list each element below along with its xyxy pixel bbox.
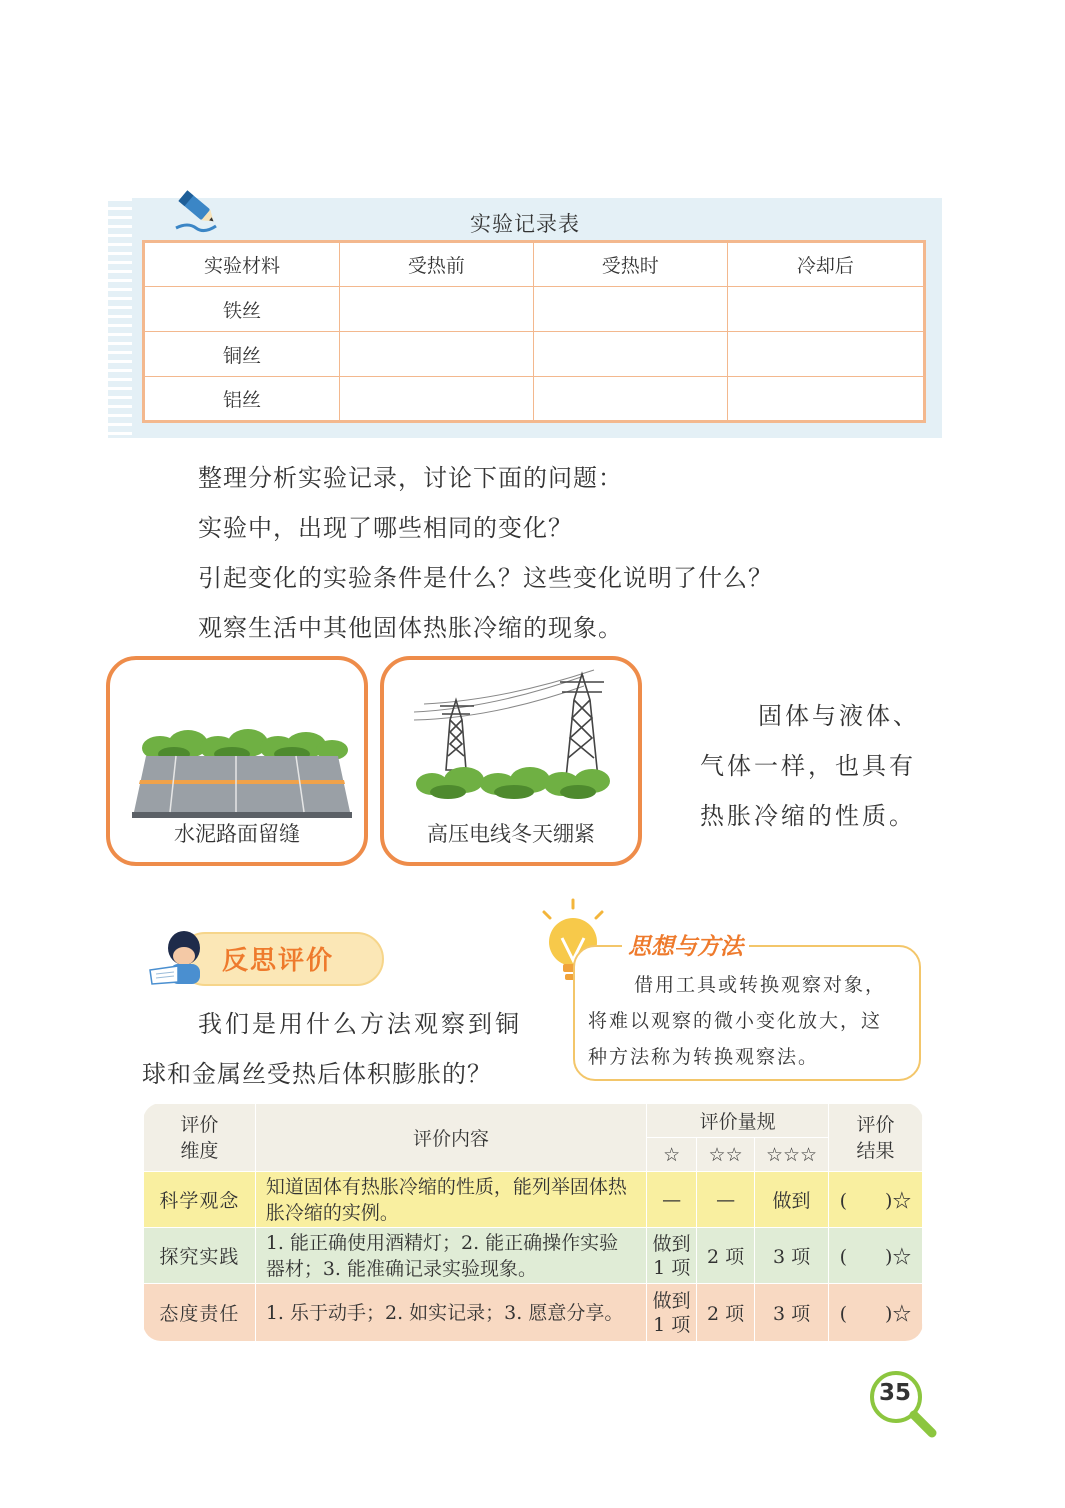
row-content: 1. 能正确使用酒精灯；2. 能正确操作实验器材；3. 能准确记录实验现象。 (255, 1228, 646, 1284)
row-rubric-2: 2 项 (697, 1228, 755, 1284)
reflection-banner (148, 930, 386, 988)
table-row (144, 332, 925, 377)
blank-cell[interactable] (533, 287, 727, 332)
row-dimension: 态度责任 (144, 1284, 256, 1342)
header-rubric: 评价量规 (647, 1104, 829, 1138)
row-rubric-1: 做到1 项 (647, 1284, 697, 1342)
evaluation-table-wrap (143, 1103, 923, 1341)
header-result-line2: 结果 (856, 1139, 895, 1162)
card-caption: 高压电线冬天绷紧 (427, 822, 595, 846)
reflection-question: 球和金属丝受热后体积膨胀的？ (142, 1060, 492, 1088)
row-material: 铜丝 (144, 332, 340, 377)
table-row (144, 1172, 923, 1228)
blank-cell[interactable] (727, 287, 924, 332)
table-header-row (144, 1104, 923, 1138)
method-line: 将难以观察的微小变化放大，这 (588, 1010, 883, 1032)
table-row (144, 377, 925, 422)
evaluation-table (143, 1103, 923, 1341)
row-material: 铁丝 (144, 287, 340, 332)
row-rubric-3: 3 项 (755, 1228, 829, 1284)
card-cement-road (106, 656, 368, 866)
header-result-line1: 评价 (856, 1113, 895, 1136)
star-level-2: ☆☆ (697, 1138, 755, 1172)
side-note-line: 气体一样，也具有 (700, 752, 916, 780)
header-content: 评价内容 (255, 1104, 646, 1172)
record-table (142, 240, 926, 423)
row-rubric-2: 2 项 (697, 1284, 755, 1342)
blank-cell[interactable] (727, 332, 924, 377)
header-dimension-line1: 评价 (180, 1113, 219, 1136)
reflection-question: 我们是用什么方法观察到铜 (198, 1010, 522, 1038)
row-rubric-1: — (647, 1172, 697, 1228)
reading-student-icon (148, 926, 212, 986)
discussion-line: 观察生活中其他固体热胀冷缩的现象。 (198, 614, 623, 642)
table-row (144, 1284, 923, 1342)
table-row (144, 287, 925, 332)
header-result (829, 1104, 923, 1172)
row-result[interactable]: ( )☆ (829, 1284, 923, 1342)
blank-cell[interactable] (340, 377, 534, 422)
record-table-panel (108, 198, 942, 438)
row-dimension: 探究实践 (144, 1228, 256, 1284)
card-power-lines (380, 656, 642, 866)
page-number: 35 (878, 1380, 911, 1406)
blank-cell[interactable] (340, 287, 534, 332)
row-rubric-2: — (697, 1172, 755, 1228)
card-caption: 水泥路面留缝 (174, 822, 300, 846)
row-result[interactable]: ( )☆ (829, 1172, 923, 1228)
header-during-heating: 受热时 (533, 242, 727, 287)
header-after-cooling: 冷却后 (727, 242, 924, 287)
side-note-line: 热胀冷缩的性质。 (700, 802, 916, 830)
cement-road-illustration (110, 660, 364, 820)
blank-cell[interactable] (533, 377, 727, 422)
reflection-label: 反思评价 (222, 946, 335, 976)
discussion-line: 整理分析实验记录，讨论下面的问题： (198, 464, 623, 492)
table-header-row (144, 242, 925, 287)
row-content: 1. 乐于动手；2. 如实记录；3. 愿意分享。 (255, 1284, 646, 1342)
discussion-line: 引起变化的实验条件是什么？这些变化说明了什么？ (198, 564, 773, 592)
header-dimension-line2: 维度 (180, 1139, 219, 1162)
blank-cell[interactable] (533, 332, 727, 377)
record-table-title: 实验记录表 (470, 212, 580, 236)
row-rubric-1: 做到1 项 (647, 1228, 697, 1284)
blank-cell[interactable] (340, 332, 534, 377)
side-note-line: 固体与液体、 (758, 702, 920, 730)
method-line: 种方法称为转换观察法。 (588, 1046, 820, 1068)
star-level-1: ☆ (647, 1138, 697, 1172)
table-row (144, 1228, 923, 1284)
row-content: 知道固体有热胀冷缩的性质，能列举固体热胀冷缩的实例。 (255, 1172, 646, 1228)
row-material: 铝丝 (144, 377, 340, 422)
blank-cell[interactable] (727, 377, 924, 422)
row-rubric-3: 3 项 (755, 1284, 829, 1342)
header-dimension (144, 1104, 256, 1172)
header-material: 实验材料 (144, 242, 340, 287)
power-tower-illustration (384, 660, 638, 820)
row-result[interactable]: ( )☆ (829, 1228, 923, 1284)
discussion-line: 实验中，出现了哪些相同的变化？ (198, 514, 573, 542)
method-title: 思想与方法 (622, 928, 749, 961)
star-level-3: ☆☆☆ (755, 1138, 829, 1172)
row-dimension: 科学观念 (144, 1172, 256, 1228)
row-rubric-3: 做到 (755, 1172, 829, 1228)
method-line: 借用工具或转换观察对象， (634, 974, 887, 996)
header-before-heating: 受热前 (340, 242, 534, 287)
